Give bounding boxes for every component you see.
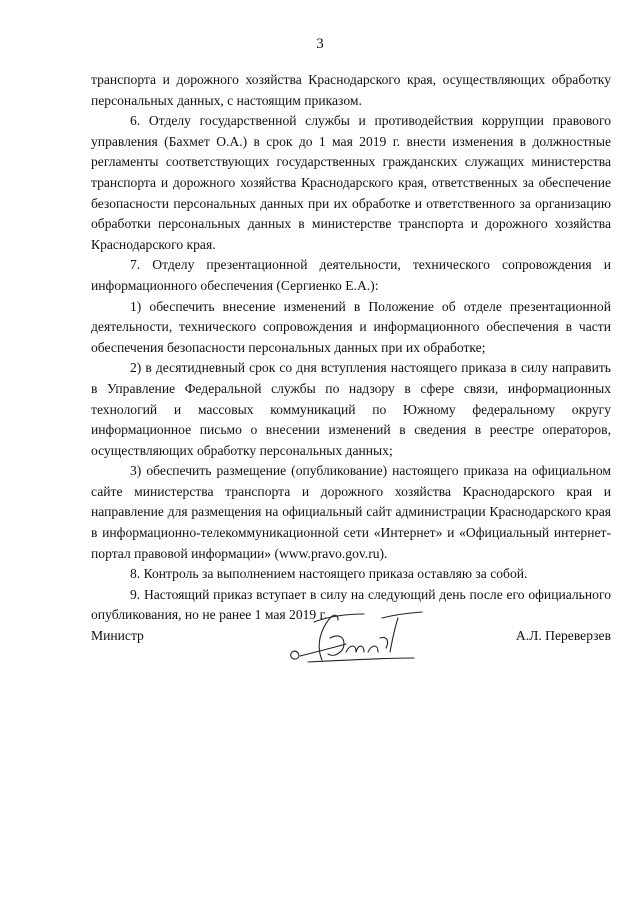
paragraph-7-item-2: 2) в десятидневный срок со дня вступления настоящего приказа в силу направить в Управление Федеральной службы по надзору в сфере связи, информационных технологий и массовых коммуникаций по Южному федеральному округу информационное письмо о внесении изменений в сведения в реестре операторов, осуществляющих обработку персональных данных; (91, 360, 611, 458)
paragraph-7-item-1: 1) обеспечить внесение изменений в Положение об отделе презентационной деятельности, технического сопровождения и информационного обеспечения в части обеспечения безопасности персональных данных при их обработке; (91, 298, 611, 355)
signatory-name: А.Л. Переверзев (515, 628, 611, 643)
signature-block (91, 616, 611, 666)
document-body (91, 70, 611, 626)
paragraph-8: 8. Контроль за выполнением настоящего приказа оставляю за собой. (130, 566, 528, 582)
paragraph-7-item-3: 3) обеспечить размещение (опубликование) настоящего приказа на официальном сайте министерства транспорта и дорожного хозяйства Краснодарского края и направление для размещения на официальный сайт администрации Краснодарского края в информационно-телекоммуникационной сети «Интернет» и «Официальный интернет-портал правовой информации» (www.pravo.gov.ru). (91, 463, 611, 561)
paragraph-intro-continuation: транспорта и дорожного хозяйства Краснодарского края, осуществляющих обработку персональных данных, с настоящим приказом. (91, 72, 611, 108)
signatory-title: Министр (91, 628, 144, 643)
paragraph-9: 9. Настоящий приказ вступает в силу на следующий день после его официального опубликования, но не ранее 1 мая 2019 г. (91, 586, 611, 623)
paragraph-6: 6. Отделу государственной службы и противодействия коррупции правового управления (Бахмет О.А.) в срок до 1 мая 2019 г. внести изменения в должностные регламенты соответствующих государственных гражданских служащих министерства транспорта и дорожного хозяйства Краснодарского края, ответственных за обеспечение безопасности персональных данных при их обработке и ответственного за организацию обработки персональных данных в министерстве транспорта и дорожного хозяйства Краснодарского края. (91, 113, 611, 252)
paragraph-7: 7. Отделу презентационной деятельности, технического сопровождения и информационного обеспечения (Сергиенко Е.А.): (91, 257, 611, 293)
page-number: 3 (316, 36, 324, 52)
handwritten-signature-icon (286, 608, 436, 668)
